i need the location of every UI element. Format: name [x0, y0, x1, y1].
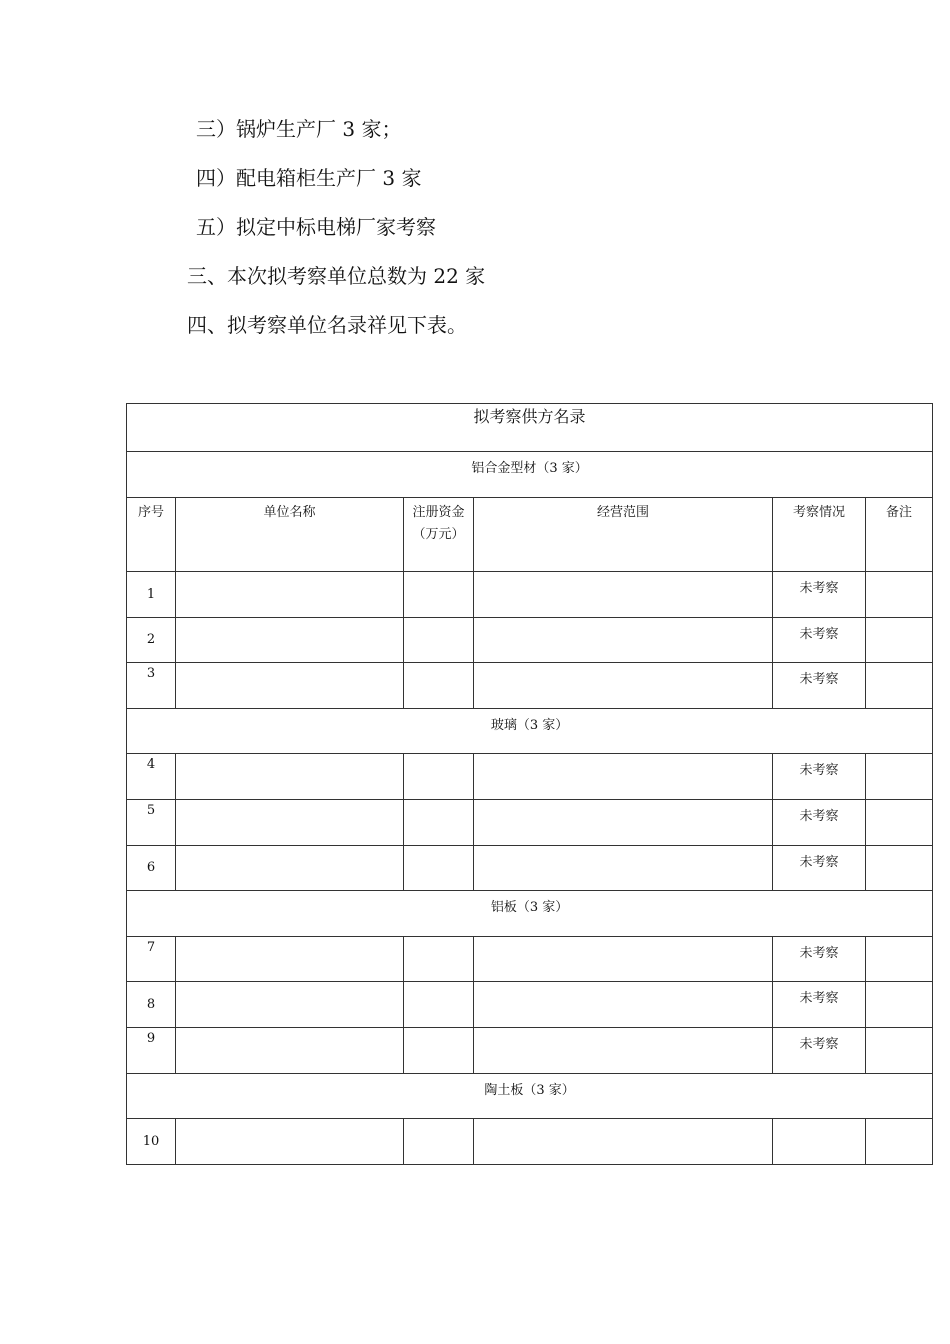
- paragraph-elevator: 五）拟定中标电梯厂家考察: [196, 215, 436, 239]
- paragraph-total-count: 三、本次拟考察单位总数为 22 家: [187, 264, 486, 288]
- supplier-roster-table: [126, 403, 933, 1165]
- cell-name: [176, 618, 404, 663]
- header-capital: 注册资金（万元）: [404, 498, 474, 572]
- cell-status: 未考察: [773, 937, 866, 982]
- section-title: 铝合金型材（3 家）: [127, 452, 933, 498]
- cell-scope: [474, 754, 773, 800]
- header-status: 考察情况: [773, 498, 866, 572]
- table-row: [127, 800, 933, 846]
- cell-status: 未考察: [773, 846, 866, 891]
- cell-remark: [866, 754, 933, 800]
- table-row: [127, 1028, 933, 1074]
- cell-status: 未考察: [773, 1028, 866, 1074]
- cell-name: [176, 846, 404, 891]
- cell-status: 未考察: [773, 800, 866, 846]
- table-row: [127, 754, 933, 800]
- row-number: 3: [127, 663, 176, 709]
- cell-scope: [474, 572, 773, 618]
- cell-capital: [404, 982, 474, 1028]
- cell-scope: [474, 618, 773, 663]
- section-row: [127, 452, 933, 498]
- cell-status: 未考察: [773, 618, 866, 663]
- row-number: 9: [127, 1028, 176, 1074]
- cell-capital: [404, 663, 474, 709]
- row-number: 2: [127, 618, 176, 663]
- cell-capital: [404, 937, 474, 982]
- cell-capital: [404, 754, 474, 800]
- section-row: [127, 1074, 933, 1119]
- header-scope: 经营范围: [474, 498, 773, 572]
- cell-status: 未考察: [773, 663, 866, 709]
- cell-remark: [866, 937, 933, 982]
- section-title: 玻璃（3 家）: [127, 709, 933, 754]
- cell-name: [176, 1028, 404, 1074]
- cell-remark: [866, 572, 933, 618]
- row-number: 7: [127, 937, 176, 982]
- table-row: [127, 572, 933, 618]
- cell-status: 未考察: [773, 754, 866, 800]
- cell-status: 未考察: [773, 982, 866, 1028]
- section-row: [127, 891, 933, 937]
- table-header-row: [127, 498, 933, 572]
- header-remark: 备注: [866, 498, 933, 572]
- cell-name: [176, 1119, 404, 1165]
- cell-capital: [404, 800, 474, 846]
- cell-name: [176, 572, 404, 618]
- row-number: 6: [127, 846, 176, 891]
- cell-scope: [474, 937, 773, 982]
- cell-scope: [474, 1028, 773, 1074]
- cell-scope: [474, 663, 773, 709]
- table-row: [127, 846, 933, 891]
- cell-name: [176, 937, 404, 982]
- row-number: 1: [127, 572, 176, 618]
- cell-remark: [866, 800, 933, 846]
- cell-scope: [474, 1119, 773, 1165]
- cell-name: [176, 663, 404, 709]
- table-title: 拟考察供方名录: [127, 404, 933, 452]
- cell-name: [176, 800, 404, 846]
- cell-status: [773, 1119, 866, 1165]
- cell-remark: [866, 1028, 933, 1074]
- row-number: 5: [127, 800, 176, 846]
- cell-capital: [404, 1028, 474, 1074]
- cell-status: 未考察: [773, 572, 866, 618]
- cell-name: [176, 982, 404, 1028]
- header-seq: 序号: [127, 498, 176, 572]
- cell-name: [176, 754, 404, 800]
- cell-remark: [866, 1119, 933, 1165]
- section-title: 铝板（3 家）: [127, 891, 933, 937]
- header-name: 单位名称: [176, 498, 404, 572]
- cell-capital: [404, 618, 474, 663]
- cell-capital: [404, 1119, 474, 1165]
- paragraph-roster-note: 四、拟考察单位名录祥见下表。: [187, 313, 467, 337]
- cell-remark: [866, 982, 933, 1028]
- cell-remark: [866, 663, 933, 709]
- row-number: 10: [127, 1119, 176, 1165]
- table-row: [127, 618, 933, 663]
- row-number: 4: [127, 754, 176, 800]
- cell-remark: [866, 618, 933, 663]
- cell-capital: [404, 846, 474, 891]
- table-row: [127, 937, 933, 982]
- paragraph-distribution-cabinet: 四）配电箱柜生产厂 3 家: [196, 166, 422, 190]
- table-title-row: [127, 404, 933, 452]
- table-row: [127, 1119, 933, 1165]
- cell-scope: [474, 846, 773, 891]
- table-row: [127, 982, 933, 1028]
- cell-remark: [866, 846, 933, 891]
- cell-scope: [474, 800, 773, 846]
- section-row: [127, 709, 933, 754]
- table-row: [127, 663, 933, 709]
- section-title: 陶土板（3 家）: [127, 1074, 933, 1119]
- paragraph-boiler: 三）锅炉生产厂 3 家；: [196, 117, 402, 141]
- row-number: 8: [127, 982, 176, 1028]
- cell-capital: [404, 572, 474, 618]
- cell-scope: [474, 982, 773, 1028]
